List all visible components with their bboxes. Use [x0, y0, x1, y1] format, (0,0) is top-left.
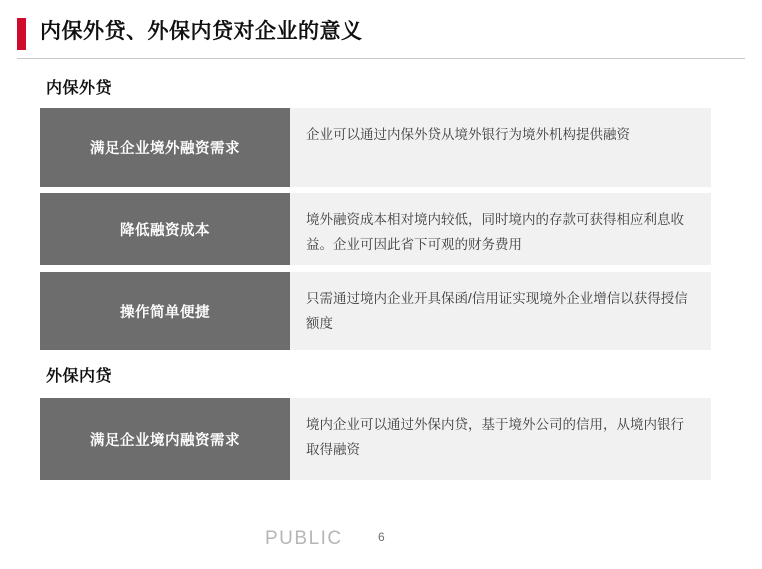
row-label: 满足企业境外融资需求 — [40, 108, 290, 187]
row-description: 境外融资成本相对境内较低，同时境内的存款可获得相应利息收益。企业可因此省下可观的财务费用 — [290, 193, 711, 265]
table-row — [40, 193, 711, 265]
row-description: 只需通过境内企业开具保函/信用证实现境外企业增信以获得授信额度 — [290, 272, 711, 350]
slide-title-row — [0, 16, 363, 50]
row-label: 操作简单便捷 — [40, 272, 290, 350]
page-number: 6 — [378, 530, 385, 544]
table-row — [40, 398, 711, 480]
section-heading-1: 内保外贷 — [46, 80, 113, 97]
title-accent-bar — [17, 18, 26, 50]
footer-classification: PUBLIC — [265, 528, 343, 549]
row-description: 企业可以通过内保外贷从境外银行为境外机构提供融资 — [290, 108, 711, 187]
section-heading-2: 外保内贷 — [46, 368, 113, 385]
table-row — [40, 108, 711, 187]
row-label: 满足企业境内融资需求 — [40, 398, 290, 480]
row-label: 降低融资成本 — [40, 193, 290, 265]
page-title: 内保外贷、外保内贷对企业的意义 — [40, 20, 363, 43]
row-description: 境内企业可以通过外保内贷，基于境外公司的信用，从境内银行取得融资 — [290, 398, 711, 480]
title-divider — [17, 58, 745, 59]
table-row — [40, 272, 711, 350]
